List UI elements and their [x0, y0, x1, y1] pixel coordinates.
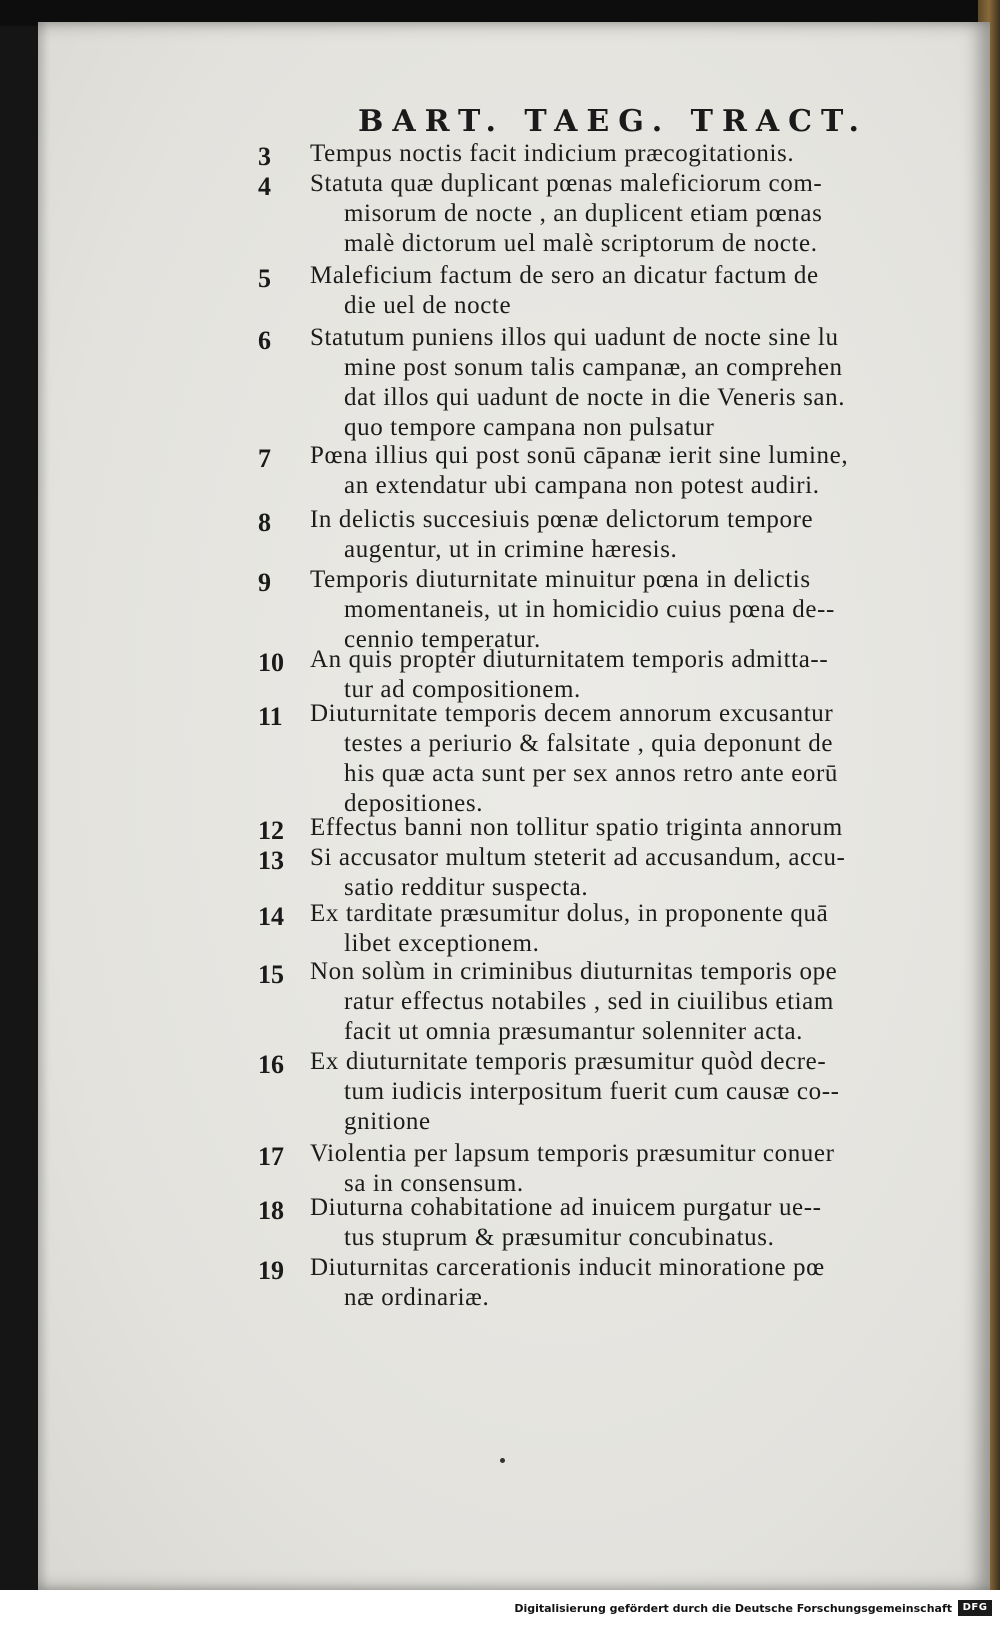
- entry-text-line: his quæ acta sunt per sex annos retro ante eorū: [344, 760, 839, 787]
- entry-text-line: Pœna illius qui post sonū cāpanæ ierit sine lumine,: [310, 442, 849, 469]
- entry-number: 6: [258, 326, 271, 355]
- entry-number: 16: [258, 1050, 284, 1079]
- dfg-logo: DFG: [958, 1600, 992, 1616]
- entry-number: 17: [258, 1142, 284, 1171]
- entry-text-line: testes a periurio & falsitate , quia deponunt de: [344, 730, 834, 757]
- entry-text-line: ratur effectus notabiles , sed in ciuilibus etiam: [344, 988, 834, 1015]
- entry-number: 18: [258, 1196, 284, 1225]
- entry-text-line: facit ut omnia præsumantur solenniter acta.: [344, 1018, 804, 1045]
- running-head: BART. TAEG. TRACT.: [358, 104, 868, 139]
- entry-number: 10: [258, 648, 284, 677]
- entry-number: 9: [258, 568, 271, 597]
- entry-text-line: depositiones.: [344, 790, 484, 817]
- entry-text-line: sa in consensum.: [344, 1170, 524, 1197]
- entry-text-line: malè dictorum uel malè scriptorum de nocte.: [344, 230, 818, 257]
- entry-text-line: libet exceptionem.: [344, 930, 540, 957]
- entry-text-line: mine post sonum talis campanæ, an comprehen: [344, 354, 843, 381]
- entry-text-line: Ex tarditate præsumitur dolus, in proponente quā: [310, 900, 829, 927]
- entry-text-line: Maleficium factum de sero an dicatur factum de: [310, 262, 819, 289]
- entry-text-line: misorum de nocte , an duplicent etiam pœnas: [344, 200, 823, 227]
- entry-text-line: In delictis succesiuis pœnæ delictorum tempore: [310, 506, 814, 533]
- entry-text-line: dat illos qui uadunt de nocte in die Veneris san.: [344, 384, 846, 411]
- entry-number: 4: [258, 172, 271, 201]
- entry-text-line: Si accusator multum steterit ad accusandum, accu-: [310, 844, 846, 871]
- entry-text-line: Violentia per lapsum temporis præsumitur conuer: [310, 1140, 835, 1167]
- entry-text-line: Statutum puniens illos qui uadunt de nocte sine lu: [310, 324, 839, 351]
- entry-text-line: momentaneis, ut in homicidio cuius pœna de--: [344, 596, 835, 623]
- entry-text-line: Diuturnitas carcerationis inducit minoratione pœ: [310, 1254, 825, 1281]
- footer-bar: [0, 1590, 1000, 1634]
- funding-note: Digitalisierung gefördert durch die Deutsche Forschungsgemeinschaft: [514, 1602, 952, 1615]
- entry-number: 5: [258, 264, 271, 293]
- book-page: [38, 22, 990, 1590]
- entry-text-line: tum iudicis interpositum fuerit cum causæ co--: [344, 1078, 840, 1105]
- entry-text-line: Diuturnitate temporis decem annorum excusantur: [310, 700, 834, 727]
- entry-text-line: Non solùm in criminibus diuturnitas temporis ope: [310, 958, 838, 985]
- entry-text-line: Diuturna cohabitatione ad inuicem purgatur ue--: [310, 1194, 822, 1221]
- entry-text-line: quo tempore campana non pulsatur: [344, 414, 715, 441]
- entry-number: 19: [258, 1256, 284, 1285]
- entry-text-line: Ex diuturnitate temporis præsumitur quòd decre-: [310, 1048, 827, 1075]
- entry-text-line: Statuta quæ duplicant pœnas maleficiorum com-: [310, 170, 823, 197]
- entry-number: 15: [258, 960, 284, 989]
- entry-text-line: cennio temperatur.: [344, 626, 541, 653]
- entry-text-line: tus stuprum & præsumitur concubinatus.: [344, 1224, 775, 1251]
- entry-number: 12: [258, 816, 284, 845]
- entry-text-line: Tempus noctis facit indicium præcogitationis.: [310, 140, 795, 167]
- ink-speck: [500, 1458, 505, 1463]
- entry-text-line: Effectus banni non tollitur spatio triginta annorum: [310, 814, 843, 841]
- entry-number: 13: [258, 846, 284, 875]
- entry-text-line: die uel de nocte: [344, 292, 512, 319]
- entry-text-line: gnitione: [344, 1108, 431, 1135]
- entry-text-line: augentur, ut in crimine hæresis.: [344, 536, 678, 563]
- entry-number: 3: [258, 142, 271, 171]
- entry-number: 7: [258, 444, 271, 473]
- entry-text-line: næ ordinariæ.: [344, 1284, 490, 1311]
- entry-number: 8: [258, 508, 271, 537]
- entry-text-line: tur ad compositionem.: [344, 676, 581, 703]
- entry-text-line: satio redditur suspecta.: [344, 874, 589, 901]
- entry-text-line: Temporis diuturnitate minuitur pœna in delictis: [310, 566, 811, 593]
- entry-number: 11: [258, 702, 283, 731]
- entry-text-line: An quis propter diuturnitatem temporis admitta--: [310, 646, 829, 673]
- entry-text-line: an extendatur ubi campana non potest audiri.: [344, 472, 820, 499]
- entry-number: 14: [258, 902, 284, 931]
